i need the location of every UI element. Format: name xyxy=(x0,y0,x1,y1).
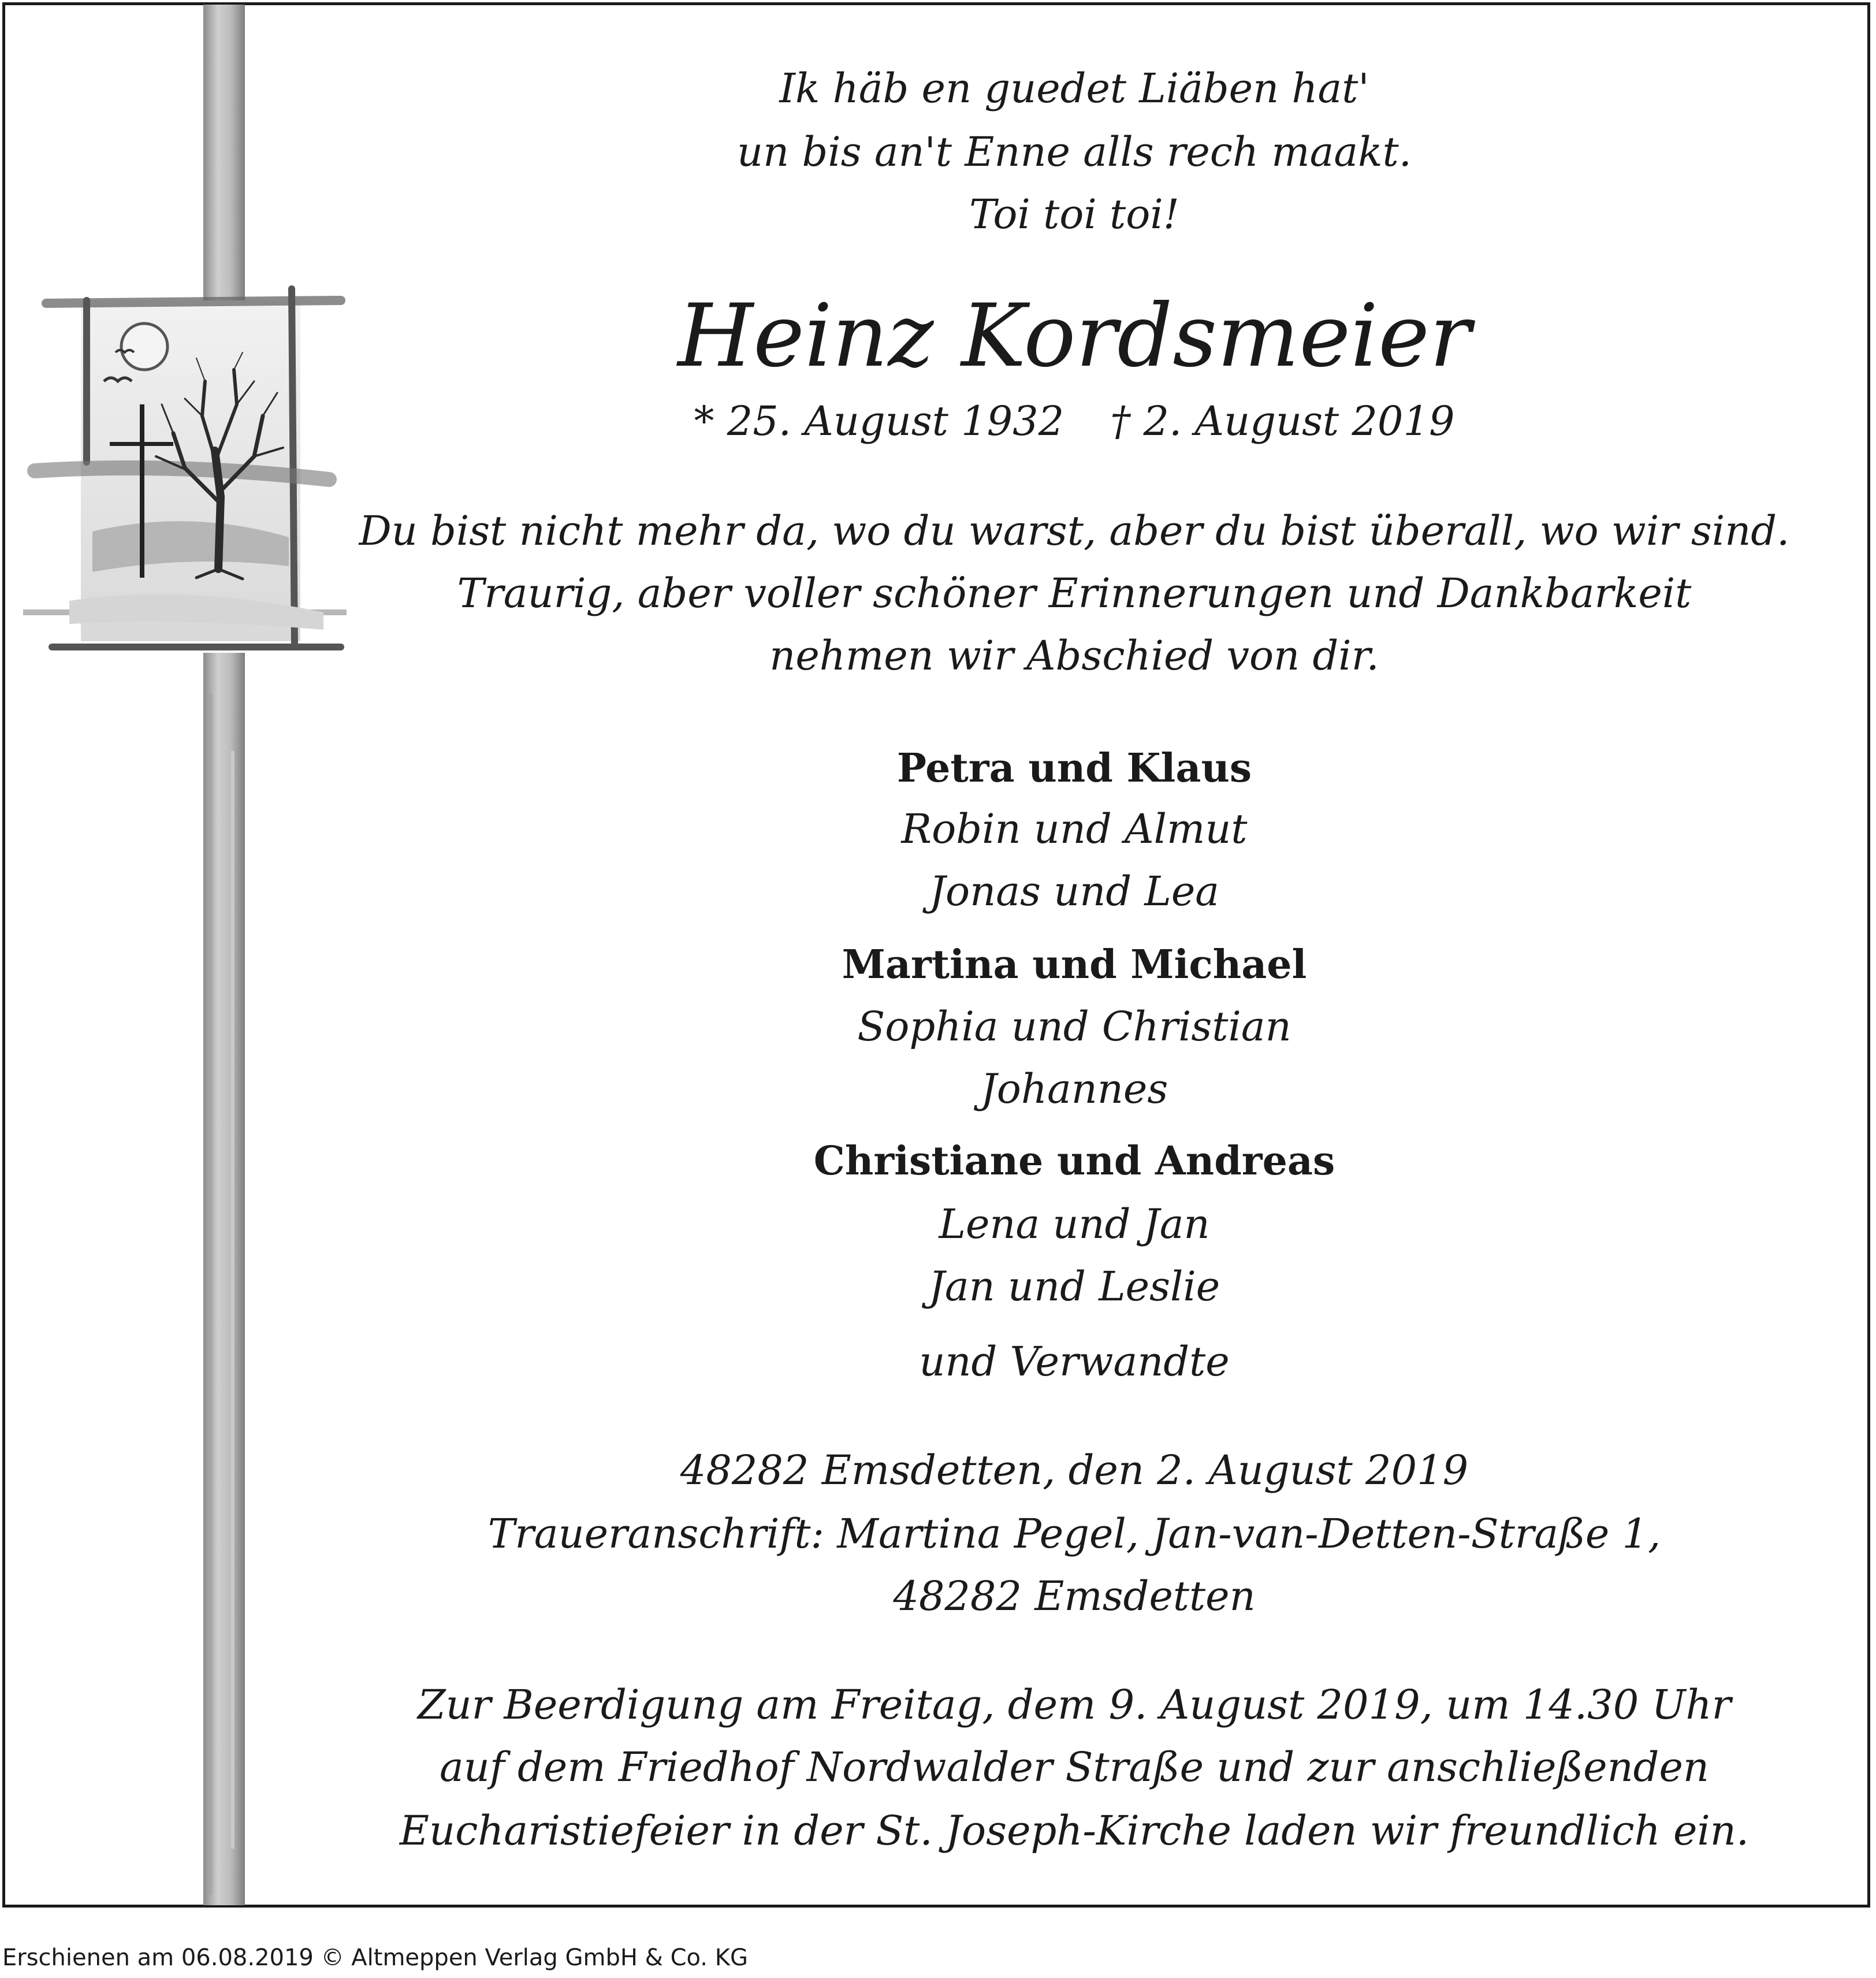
address-line-1: Traueranschrift: Martina Pegel, Jan-van-Detten-Straße 1, xyxy=(487,1510,1661,1557)
mourner-family-member: Robin und Almut xyxy=(901,805,1248,853)
funeral-line-1: Zur Beerdigung am Freitag, dem 9. August 2019, um 14.30 Uhr xyxy=(417,1681,1732,1728)
poem-line-1: Ik häb en guedet Liäben hat' xyxy=(779,65,1369,112)
poem-line-2: un bis an't Enne alls rech maakt. xyxy=(737,128,1412,176)
mourner-family-member: Johannes xyxy=(980,1065,1168,1113)
publication-footer: Erschienen am 06.08.2019 © Altmeppen Verlag GmbH & Co. KG xyxy=(2,1944,748,1971)
mourner-family-head: Martina und Michael xyxy=(842,942,1307,988)
death-date: † 2. August 2019 xyxy=(1110,397,1455,445)
mourner-family-member: Jan und Leslie xyxy=(928,1263,1220,1310)
moon-icon xyxy=(121,324,168,370)
mourner-family-member: Lena und Jan xyxy=(939,1200,1210,1248)
small-cross-icon xyxy=(140,404,144,578)
poem-line-3: Toi toi toi! xyxy=(969,191,1179,238)
mourner-family-member: Jonas und Lea xyxy=(929,868,1220,915)
birth-date: * 25. August 1932 xyxy=(694,397,1064,445)
place-date-line: 48282 Emsdetten, den 2. August 2019 xyxy=(680,1447,1469,1494)
life-dates xyxy=(312,397,1837,445)
message-line-3: nehmen wir Abschied von dir. xyxy=(769,632,1379,679)
message-line-2: Traurig, aber voller schöner Erinnerungen und Dankbarkeit xyxy=(457,570,1692,617)
mourner-family-head: Petra und Klaus xyxy=(896,745,1252,791)
deceased-name: Heinz Kordsmeier xyxy=(678,286,1471,386)
address-line-2: 48282 Emsdetten xyxy=(893,1572,1256,1620)
relatives-line: und Verwandte xyxy=(919,1338,1230,1385)
funeral-line-3: Eucharistiefeier in der St. Joseph-Kirche laden wir freundlich ein. xyxy=(399,1807,1750,1854)
mourner-family-member: Sophia und Christian xyxy=(857,1003,1291,1050)
funeral-line-2: auf dem Friedhof Nordwalder Straße und zur anschließenden xyxy=(440,1743,1709,1791)
message-line-1: Du bist nicht mehr da, wo du warst, aber du bist überall, wo wir sind. xyxy=(359,507,1790,555)
mourner-family-head: Christiane und Andreas xyxy=(813,1138,1335,1184)
cross-post-upper xyxy=(203,5,245,305)
